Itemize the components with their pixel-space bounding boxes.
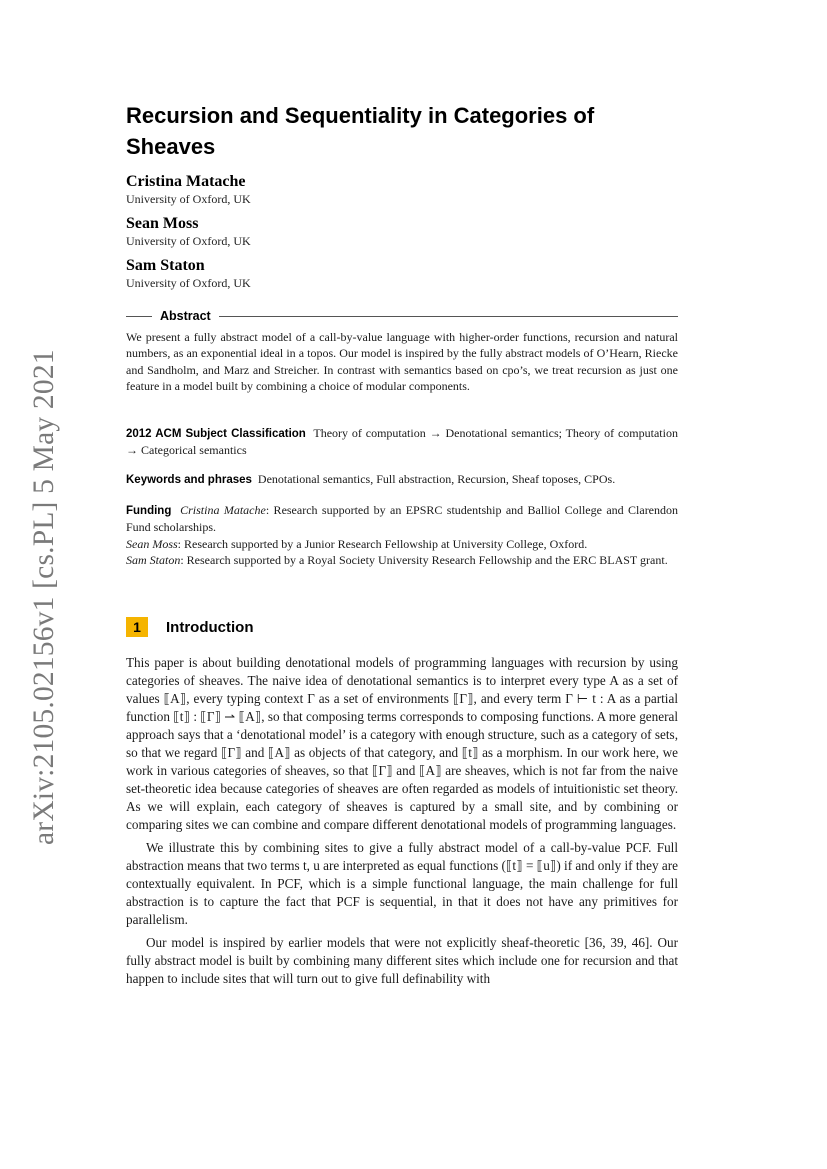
funding-label: Funding (126, 505, 172, 517)
abstract-rule-left (126, 316, 152, 317)
section-title: Introduction (166, 618, 254, 636)
funding-text: : Research supported by a Royal Society University Research Fellowship and the ERC BLAST grant. (180, 553, 668, 568)
acm-label: 2012 ACM Subject Classification (126, 428, 306, 440)
funding-person: Cristina Matache (180, 503, 266, 517)
funding (126, 502, 678, 569)
funding-entry (126, 502, 678, 536)
funding-person: Sam Staton (126, 553, 181, 568)
author-affiliation: University of Oxford, UK (126, 276, 251, 290)
author-name: Cristina Matache (126, 173, 246, 190)
acm-classification (126, 425, 678, 459)
abstract-rule-right (219, 316, 678, 317)
acm-text: Theory of computation → Denotational semantics; Theory of computation → Categorical semantics (126, 426, 678, 458)
abstract-paragraph: We present a fully abstract model of a call-by-value language with higher-order functions, recursion and natural numbers, as an exponential ideal in a topos. Our model is inspired by the fully abstract models of O’Hearn, Riecke and Sandholm, and Marz and Streicher. In contrast with semantics based on cpo’s, we treat recursion as just one feature in a model built by combining a choice of modular components. (126, 330, 678, 394)
author-name: Sam Staton (126, 257, 205, 274)
keywords-text: Denotational semantics, Full abstraction, Recursion, Sheaf toposes, CPOs. (257, 472, 616, 486)
funding-text: : Research supported by an EPSRC studentship and Balliol College and Clarendon Fund scholarships. (126, 503, 679, 535)
funding-entry (126, 536, 678, 552)
abstract-label: Abstract (160, 309, 211, 323)
body-paragraph: We illustrate this by combining sites to give a fully abstract model of a call-by-value PCF. Full abstraction means that two terms t, u are interpreted as equal functions (⟦t⟧ = ⟦u⟧) if and only if they are contextually equivalent. In PCF, which is a simple functional language, the main challenge for full abstraction is to capture the fact that PCF is sequential, in that it does not have any primitives for parallelism. (126, 840, 678, 927)
keywords (126, 471, 678, 488)
keywords-label: Keywords and phrases (126, 474, 252, 486)
author-affiliation: University of Oxford, UK (126, 192, 251, 206)
funding-entry (126, 552, 678, 568)
funding-text: : Research supported by a Junior Research Fellowship at University College, Oxford. (177, 536, 588, 551)
body-paragraph: Our model is inspired by earlier models that were not explicitly sheaf-theoretic [36, 39, 46]. Our fully abstract model is built by combining many different sites which include one for recursion and that happen to include sites that will turn out to give full definability with (126, 935, 678, 986)
abstract-text (126, 329, 678, 395)
section-number: 1 (126, 617, 148, 637)
body-paragraph: This paper is about building denotational models of programming languages with recursion by using categories of sheaves. The naive idea of denotational semantics is to interpret every type A as a set of values ⟦A⟧, every typing context Γ as a set of environments ⟦Γ⟧, and every term Γ ⊢ t : A as a partial function ⟦t⟧ : ⟦Γ⟧ ⇀ ⟦A⟧, so that composing terms corresponds to composing functions. A more general approach says that a ‘denotational model’ is a category with enough structure, such as a category of sets, so that we regard ⟦Γ⟧ and ⟦A⟧ as objects of that category, and ⟦t⟧ as a morphism. In our work here, we work in various categories of sheaves, so that ⟦Γ⟧ and ⟦A⟧ are sheaves, which is not far from the naive set-theoretic idea because categories of sheaves are often regarded as models of intuitionistic set theory. As we will explain, each category of sheaves is captured by a small site, and by combining or comparing sites we can combine and compare different denotational models of programming languages. (126, 655, 678, 832)
author-name: Sean Moss (126, 215, 199, 232)
section-heading (126, 617, 253, 637)
abstract-heading (126, 309, 678, 323)
author-affiliation: University of Oxford, UK (126, 234, 251, 248)
arxiv-identifier: arXiv:2105.02156v1 [cs.PL] 5 May 2021 (28, 349, 60, 845)
author-block (126, 256, 251, 291)
introduction-body (126, 654, 678, 988)
paper-title: Recursion and Sequentiality in Categories of Sheaves (126, 103, 595, 159)
author-block (126, 172, 251, 207)
funding-person: Sean Moss (126, 536, 178, 551)
author-block (126, 214, 251, 249)
